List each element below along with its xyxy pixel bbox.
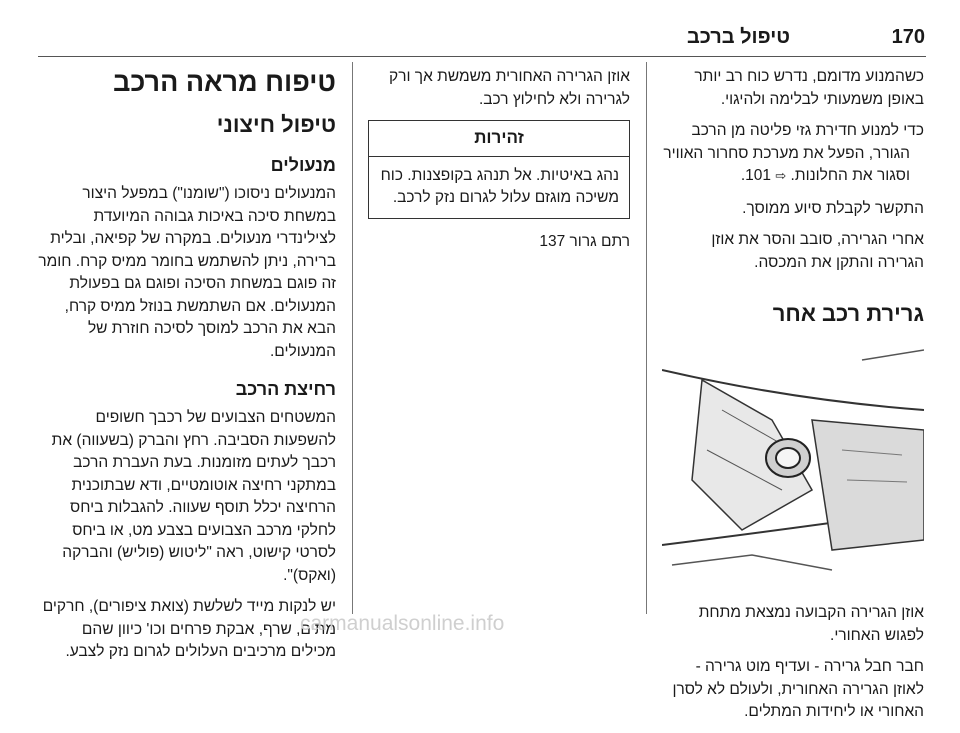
paragraph: כדי למנוע חדירת גזי פליטה מן הרכב הגורר, הפעל את מערכת סחרור האוויר וסגור את החלונות. ⇨ 101. — [663, 122, 924, 184]
chapter-heading: טיפוח מראה הרכב — [113, 67, 336, 97]
paragraph: אוזן הגרירה האחורית משמשת אך ורק לגרירה ולא לחילוץ רכב. — [389, 68, 630, 108]
section-heading: טיפול חיצוני — [216, 112, 336, 137]
paragraph: התקשר לקבלת סיוע ממוסך. — [742, 199, 924, 217]
middle-column — [368, 66, 630, 262]
right-column — [662, 66, 924, 733]
paragraph: חבר חבל גרירה - ועדיף מוט גרירה - לאוזן הגרירה האחורית, ולעולם לא לסרן האחורי או ליחידות המתלים. — [672, 658, 924, 720]
warning-title: זהירות — [369, 121, 629, 157]
paragraph: אוזן הגרירה הקבועה נמצאת מתחת לפגוש האחורי. — [698, 604, 924, 644]
towing-eye-illustration — [662, 340, 924, 588]
column-divider — [646, 62, 647, 614]
subsection-heading: מנעולים — [270, 155, 336, 175]
column-divider — [352, 62, 353, 614]
warning-box — [368, 120, 630, 219]
subsection-heading: רחיצת הרכב — [235, 379, 336, 399]
paragraph: אחרי הגרירה, סובב והסר את אוזן הגרירה והתקן את המכסה. — [711, 231, 924, 271]
page-ref[interactable]: 101 — [745, 167, 772, 184]
paragraph: המשטחים הצבועים של רכבך חשופים להשפעות הסביבה. רחץ והברק (בשעווה) את רכבך לעתים מזומנות. בעת העברת הרכב במתקני רחיצה אוטומטיים, ודא שבתוכנית הרחיצה יכלל תוסף שעווה. להגבלות ביחס לחלקי מרכב הצבועים בצבע מט, או ביחס לסרטי קישוט, ראה "ליטוש (פוליש) והברקה (ואקס)". — [51, 409, 336, 584]
header-divider — [38, 56, 926, 57]
warning-body: נהג באיטיות. אל תנהג בקופצנות. כוח משיכה מוגזם עלול לגרום נזק לרכב. — [380, 166, 619, 206]
section-heading: גרירת רכב אחר — [772, 301, 924, 326]
paragraph: כשהמנוע מדומם, נדרש כוח רב יותר באופן משמעותי לבלימה ולהיגוי. — [694, 68, 924, 108]
watermark: carmanualsonline.info — [300, 612, 505, 635]
paragraph: יש לנקות מייד לשלשת (צואת ציפורים), חרקים מתים, שרף, אבקת פרחים וכו' כיוון שהם מכילים מרכיבים העלולים לגרום נזק לצבע. — [42, 598, 336, 660]
page-number: 170 — [891, 26, 925, 48]
arrow-icon: ⇨ — [775, 169, 787, 184]
paragraph: המנעולים ניסוכו ("שומנו") במפעל היצור במשחת סיכה באיכות גבוהה המיועדת לצילינדרי מנעולים. במקרה של קפיאה, ובלית ברירה, ניתן להשתמש בחומר ממיס קרח. חומר זה פוגם במשחת הסיכה ופוגם גם בפעולת המנעולים. אם השתמשת בנוזל ממיס קרח, הבא את הרכב למוסך לסיכה חוזרת של המנעולים. — [38, 185, 336, 360]
cross-reference[interactable]: רתם גרור 137 — [539, 232, 630, 250]
left-column — [36, 66, 336, 673]
page-header-title: טיפול ברכב — [686, 26, 790, 48]
